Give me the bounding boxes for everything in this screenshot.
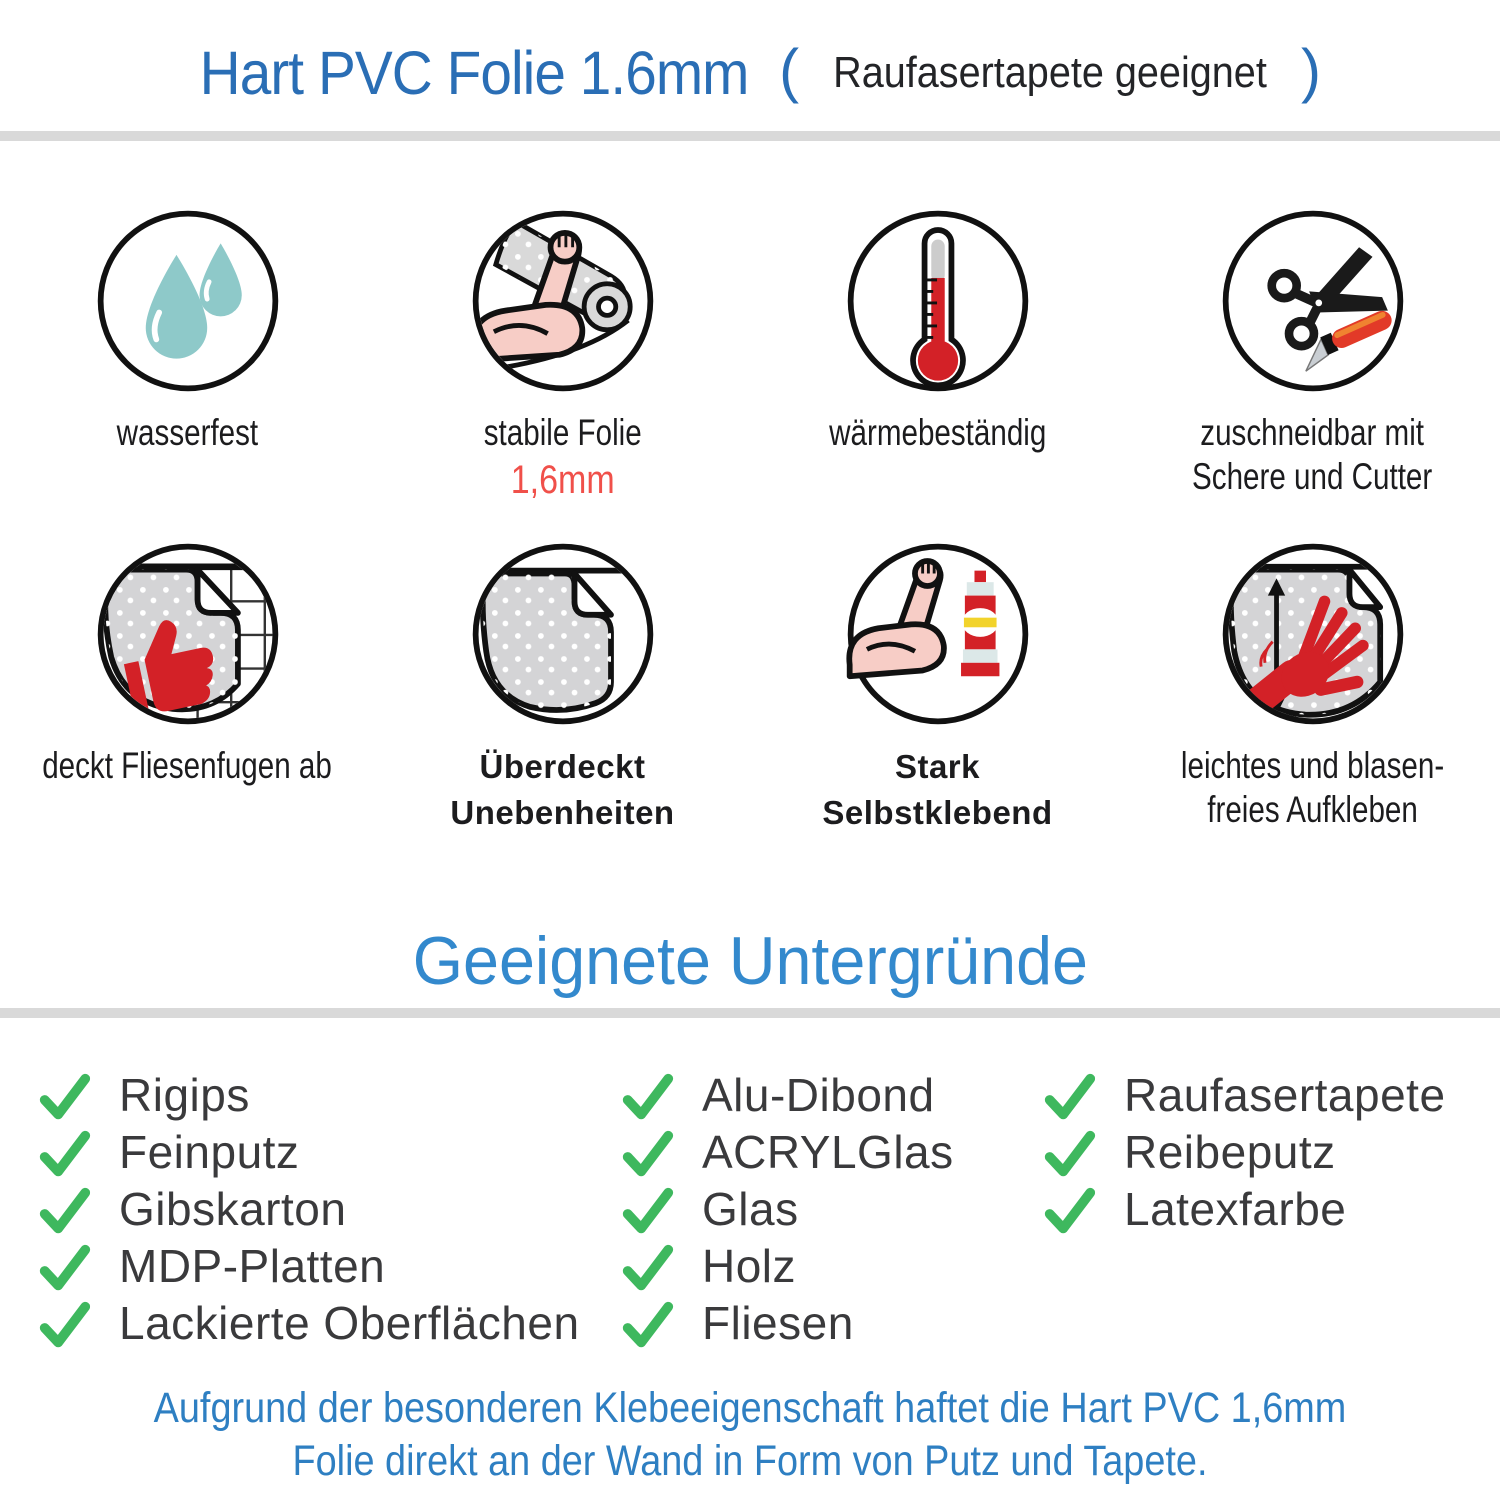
feature-label: deckt Fliesenfugen ab bbox=[42, 745, 333, 786]
thickness-highlight: 1,6mm bbox=[510, 458, 615, 502]
check-icon bbox=[35, 1297, 93, 1355]
list-item: Raufasertapete bbox=[1040, 1066, 1446, 1123]
footer-note bbox=[0, 1382, 1500, 1488]
water-drops-icon bbox=[92, 205, 284, 397]
divider-top bbox=[0, 131, 1500, 141]
feature-waterproof bbox=[0, 205, 375, 503]
divider-middle bbox=[0, 1008, 1500, 1018]
feature-cuttable bbox=[1125, 205, 1500, 503]
feature-label: Stark Selbstklebend bbox=[822, 748, 1053, 831]
check-icon bbox=[618, 1297, 676, 1355]
footer-line-1: Aufgrund der besonderen Klebeeigenschaft haftet die Hart PVC 1,6mm bbox=[153, 1384, 1347, 1432]
list-item: Lackierte Oberflächen bbox=[35, 1294, 580, 1351]
feature-covers-unevenness bbox=[375, 538, 750, 836]
list-item: Glas bbox=[618, 1180, 954, 1237]
thumbs-up-tiles-icon bbox=[92, 538, 284, 730]
list-item: Fliesen bbox=[618, 1294, 954, 1351]
list-item: MDP-Platten bbox=[35, 1237, 580, 1294]
feature-label: Überdeckt Unebenheiten bbox=[450, 748, 675, 831]
surfaces-checklist bbox=[0, 1066, 1500, 1376]
check-icon bbox=[618, 1183, 676, 1241]
feature-label: leichtes und blasen- freies Aufkleben bbox=[1180, 745, 1445, 830]
feature-stable-foil bbox=[375, 205, 750, 503]
list-item: Feinputz bbox=[35, 1123, 580, 1180]
list-item: Latexfarbe bbox=[1040, 1180, 1446, 1237]
list-item: Holz bbox=[618, 1237, 954, 1294]
title-subtitle: Raufasertapete geeignet bbox=[833, 48, 1267, 97]
feature-label: stabile Folie 1,6mm bbox=[464, 411, 661, 503]
title-paren-close: ) bbox=[1301, 36, 1322, 104]
list-item: ACRYLGlas bbox=[618, 1123, 954, 1180]
hand-smoothing-foil-icon bbox=[1217, 538, 1409, 730]
check-icon bbox=[35, 1069, 93, 1127]
thermometer-icon bbox=[842, 205, 1034, 397]
title-main: Hart PVC Folie 1.6mm bbox=[199, 39, 749, 107]
check-icon bbox=[618, 1069, 676, 1127]
surfaces-heading: Geeignete Untergründe bbox=[412, 923, 1088, 999]
list-item: Gibskarton bbox=[35, 1180, 580, 1237]
check-icon bbox=[1040, 1183, 1098, 1241]
foil-covers-unevenness-icon bbox=[467, 538, 659, 730]
feature-label: wärmebeständig bbox=[828, 412, 1047, 453]
check-icon bbox=[35, 1126, 93, 1184]
check-icon bbox=[618, 1240, 676, 1298]
check-icon bbox=[35, 1183, 93, 1241]
feature-row-2 bbox=[0, 538, 1500, 836]
feature-row-1 bbox=[0, 205, 1500, 503]
scissors-cutter-icon bbox=[1217, 205, 1409, 397]
list-item: Alu-Dibond bbox=[618, 1066, 954, 1123]
footer-line-2: Folie direkt an der Wand in Form von Putz und Tapete. bbox=[292, 1437, 1208, 1485]
checklist-column-1 bbox=[35, 1066, 580, 1351]
flex-arm-glue-tube-icon bbox=[842, 538, 1034, 730]
feature-self-adhesive bbox=[750, 538, 1125, 836]
checklist-column-2 bbox=[618, 1066, 954, 1351]
title-paren-open: ( bbox=[779, 36, 800, 104]
flex-arm-foil-roll-icon bbox=[467, 205, 659, 397]
feature-easy-application bbox=[1125, 538, 1500, 836]
check-icon bbox=[618, 1126, 676, 1184]
feature-label: wasserfest bbox=[116, 412, 259, 453]
check-icon bbox=[1040, 1126, 1098, 1184]
feature-covers-tile-joints bbox=[0, 538, 375, 836]
check-icon bbox=[35, 1240, 93, 1298]
list-item: Rigips bbox=[35, 1066, 580, 1123]
feature-label: zuschneidbar mit Schere und Cutter bbox=[1192, 412, 1433, 497]
checklist-column-3 bbox=[1040, 1066, 1446, 1237]
list-item: Reibeputz bbox=[1040, 1123, 1446, 1180]
page-title bbox=[0, 30, 1500, 116]
feature-heat-resistant bbox=[750, 205, 1125, 503]
check-icon bbox=[1040, 1069, 1098, 1127]
